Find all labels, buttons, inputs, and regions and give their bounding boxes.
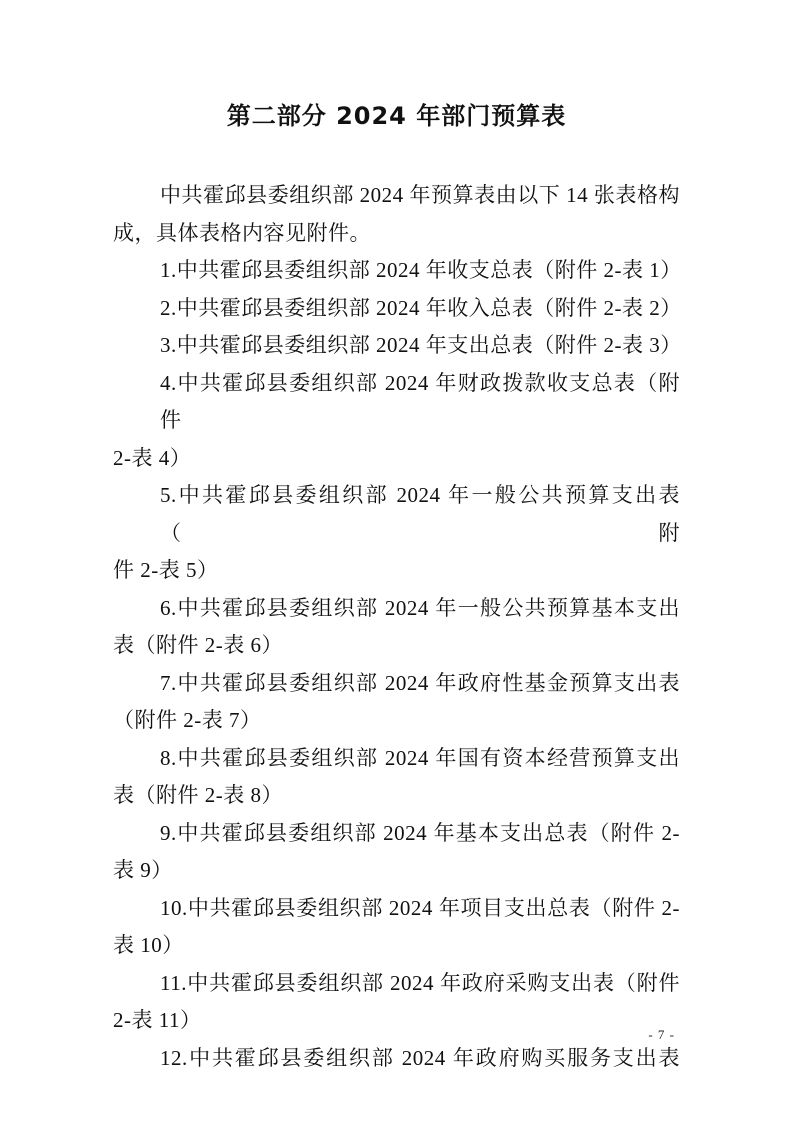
text-line: 成，具体表格内容见附件。 xyxy=(113,220,371,245)
text-line: 表（附件 2-表 8） xyxy=(113,783,283,807)
text-line: 9.中共霍邱县委组织部 2024 年基本支出总表（附件 2- xyxy=(160,820,680,845)
document-body xyxy=(113,177,680,1077)
section-title: 第二部分 2024 年部门预算表 xyxy=(226,102,567,130)
text-line: 中共霍邱县委组织部 2024 年预算表由以下 14 张表格构 xyxy=(160,183,680,207)
text-line: 4.中共霍邱县委组织部 2024 年财政拨款收支总表（附件 xyxy=(160,370,680,432)
text-line: 件 2-表 5） xyxy=(113,558,219,582)
text-line: 7.中共霍邱县委组织部 2024 年政府性基金预算支出表 xyxy=(160,670,680,695)
text-line: 8.中共霍邱县委组织部 2024 年国有资本经营预算支出 xyxy=(160,745,680,770)
text-line: 2-表 11） xyxy=(113,1008,202,1032)
text-line: 2.中共霍邱县委组织部 2024 年收入总表（附件 2-表 2） xyxy=(160,295,682,320)
text-line: 12.中共霍邱县委组织部 2024 年政府购买服务支出表 xyxy=(160,1045,680,1070)
text-line: 1.中共霍邱县委组织部 2024 年收支总表（附件 2-表 1） xyxy=(160,258,682,282)
text-line: 5.中共霍邱县委组织部 2024 年一般公共预算支出表（附 xyxy=(160,483,680,545)
page-number: - 7 - xyxy=(648,1027,675,1042)
text-line: 11.中共霍邱县委组织部 2024 年政府采购支出表（附件 xyxy=(160,970,680,995)
text-line: 表（附件 2-表 6） xyxy=(113,633,283,657)
text-line: 表 10） xyxy=(113,933,184,957)
text-line: 2-表 4） xyxy=(113,445,192,470)
text-line: 6.中共霍邱县委组织部 2024 年一般公共预算基本支出 xyxy=(160,595,680,620)
text-line: 10.中共霍邱县委组织部 2024 年项目支出总表（附件 2- xyxy=(160,895,680,920)
text-line: 3.中共霍邱县委组织部 2024 年支出总表（附件 2-表 3） xyxy=(160,333,682,357)
text-line: 表 9） xyxy=(113,858,173,882)
text-line: （附件 2-表 7） xyxy=(113,708,262,732)
